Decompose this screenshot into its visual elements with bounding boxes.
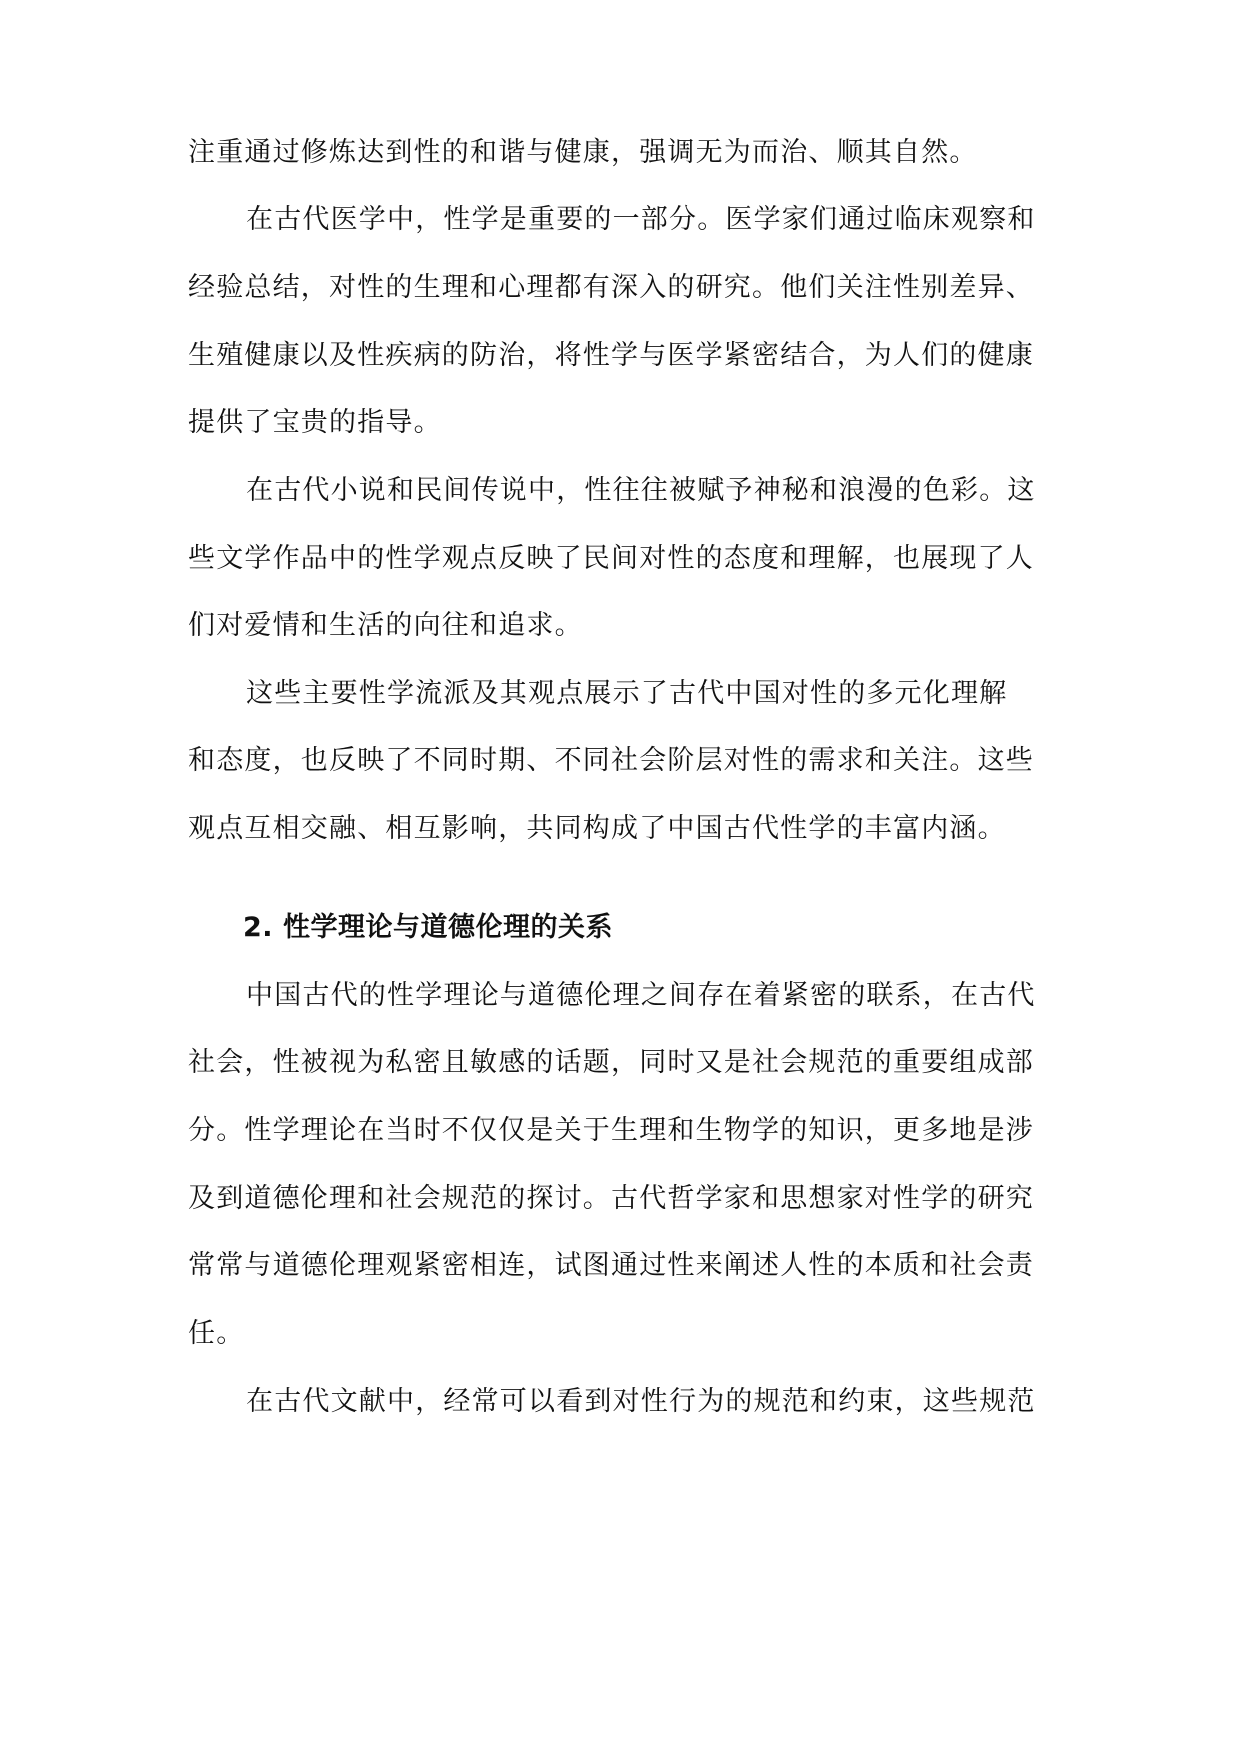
text-line: 中国古代的性学理论与道德伦理之间存在着紧密的联系，在古代 (246, 980, 1036, 1011)
text-line: 分。性学理论在当时不仅仅是关于生理和生物学的知识，更多地是涉 (188, 1115, 1034, 1146)
text-line: 们对爱情和生活的向往和追求。 (188, 610, 583, 641)
text-line: 提供了宝贵的指导。 (188, 407, 442, 438)
text-line: 注重通过修炼达到性的和谐与健康，强调无为而治、顺其自然。 (188, 137, 978, 168)
text-line: 和态度，也反映了不同时期、不同社会阶层对性的需求和关注。这些 (188, 745, 1034, 776)
text-line: 这些主要性学流派及其观点展示了古代中国对性的多元化理解 (246, 678, 1008, 709)
text-line: 常常与道德伦理观紧密相连，试图通过性来阐述人性的本质和社会责 (188, 1250, 1034, 1281)
section-heading: 2. 性学理论与道德伦理的关系 (243, 912, 613, 943)
text-line: 任。 (188, 1318, 245, 1349)
text-line: 在古代医学中，性学是重要的一部分。医学家们通过临床观察和 (246, 204, 1036, 235)
text-line: 经验总结，对性的生理和心理都有深入的研究。他们关注性别差异、 (188, 272, 1034, 303)
text-line: 在古代小说和民间传说中，性往往被赋予神秘和浪漫的色彩。这 (246, 475, 1036, 506)
text-line: 些文学作品中的性学观点反映了民间对性的态度和理解，也展现了人 (188, 543, 1034, 574)
text-line: 观点互相交融、相互影响，共同构成了中国古代性学的丰富内涵。 (188, 813, 1006, 844)
text-line: 生殖健康以及性疾病的防治，将性学与医学紧密结合，为人们的健康 (188, 340, 1034, 371)
text-line: 在古代文献中，经常可以看到对性行为的规范和约束，这些规范 (246, 1386, 1036, 1417)
text-line: 社会，性被视为私密且敏感的话题，同时又是社会规范的重要组成部 (188, 1047, 1034, 1078)
text-line: 及到道德伦理和社会规范的探讨。古代哲学家和思想家对性学的研究 (188, 1183, 1034, 1214)
